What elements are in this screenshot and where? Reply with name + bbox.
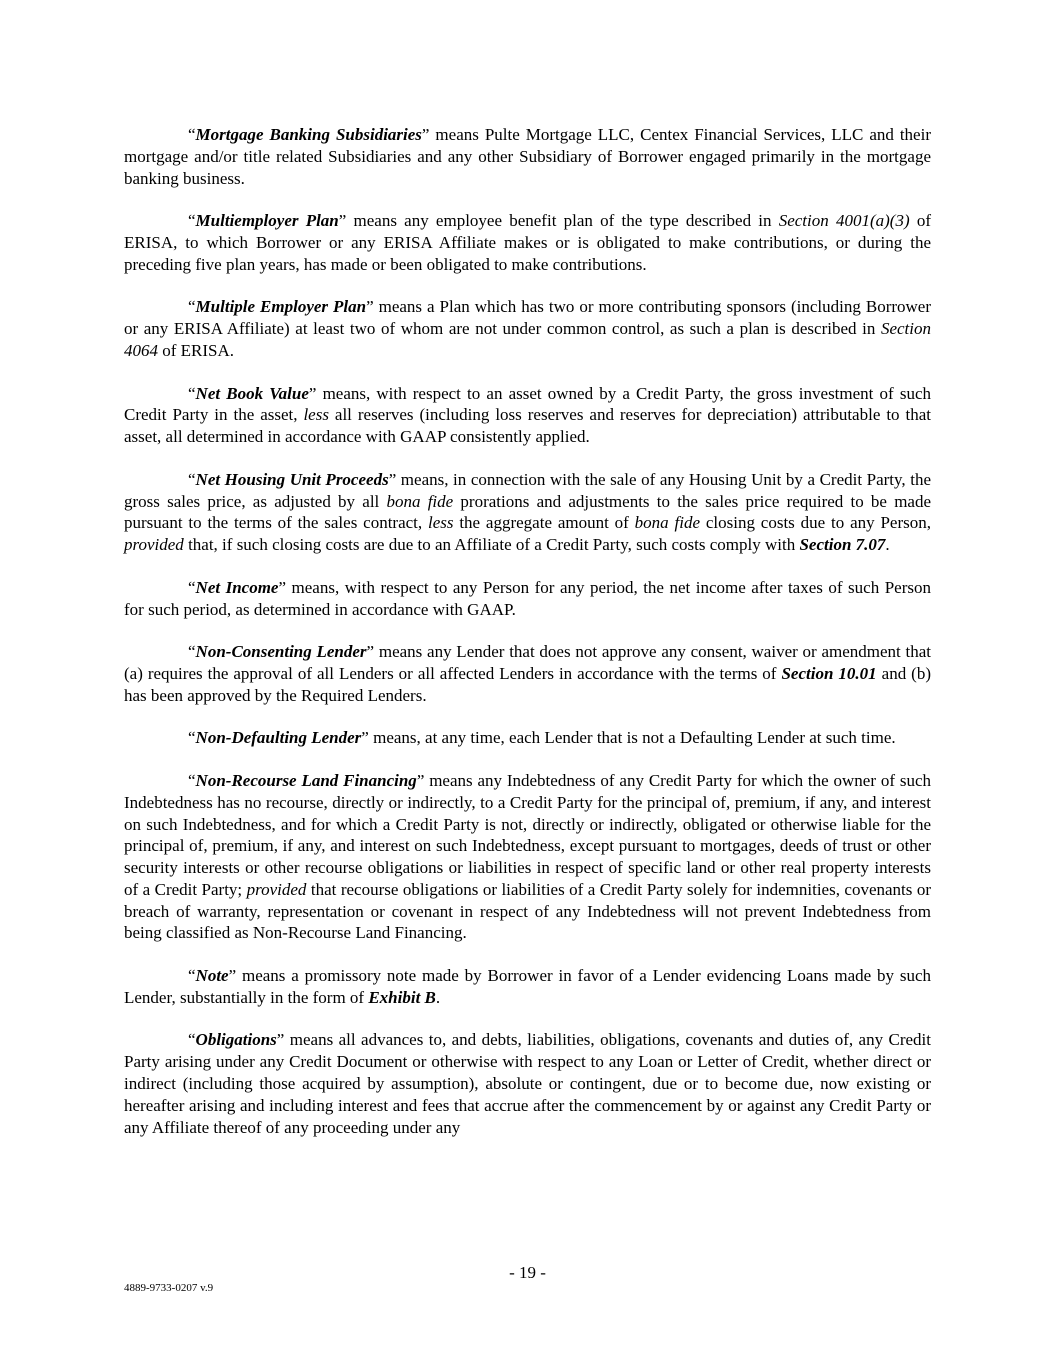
definition-text: all reserves (including loss reserves and reserves for depreciation) attributable to that asset, all determined in accordance with GAAP consistently applied. [124,405,931,447]
defined-term: Net Book Value [195,383,309,403]
defined-term: Mortgage Banking Subsidiaries [195,125,422,144]
definition-paragraph: “Multiemployer Plan” means any employee benefit plan of the type described in Section 4001(a)(3) of ERISA, to which Borrower or any ERISA Affiliate makes or is obligated to make contributions, or during the preceding five plan years, has made or been obligated to make contributions. [124,211,931,274]
definition-text: ” means, in connection with the sale of any Housing Unit by a Credit Party, the gross sales price, as adjusted by all [124,469,931,511]
definition-text: ” means any Indebtedness of any Credit Party for which the owner of such Indebtedness has no recourse, directly or indirectly, to a Credit Party for the principal of, premium, if any, and interest on such Indebtedness, and for which a Credit Party is not, directly or indirectly, obligated or otherwise liable for the principal of, premium, if any, and interest on such Indebtedness, except pursuant to mortgages, deeds of trust or other security interests or other recourse obligations or liabilities in respect of specific land or other real property interests of a Credit Party; [124,770,931,899]
defined-term: Net Housing Unit Proceeds [195,469,389,489]
italic-text: Section 4064 [124,319,931,360]
italic-text: less [303,405,329,425]
italic-text: bona fide [634,513,701,533]
defined-term: Multiple Employer Plan [195,297,367,317]
definition-text: . [435,987,441,1007]
definition-paragraph: “Mortgage Banking Subsidiaries” means Pulte Mortgage LLC, Centex Financial Services, LLC and their mortgage and/or title related Subsidiaries and any other Subsidiary of Borrower engaged primarily in the mortgage banking business. [124,125,931,188]
cross-reference: Section 7.07 [799,535,886,555]
definition-paragraph: “Note” means a promissory note made by Borrower in favor of a Lender evidencing Loans made by such Lender, substantially in the form of Exhibit B. [124,966,931,1007]
defined-term: Non-Defaulting Lender [195,728,362,748]
definition-text: of ERISA. [158,340,235,360]
definition-text: ” means, with respect to an asset owned by a Credit Party, the gross investment of such Credit Party in the asset, [124,383,931,425]
italic-text: provided [246,879,307,899]
definition-text: ” means, at any time, each Lender that is not a Defaulting Lender at such time. [361,728,896,748]
cross-reference: Section 10.01 [781,663,877,683]
definition-paragraph: “Net Income” means, with respect to any Person for any period, the net income after taxes of such Person for such period, as determined in accordance with GAAP. [124,577,931,619]
definition-text: that, if such closing costs are due to an Affiliate of a Credit Party, such costs comply with [183,535,800,555]
definition-text: and (b) has been approved by the Required Lenders. [124,663,931,705]
definition-text: ” means any Lender that does not approve any consent, waiver or amendment that (a) requires the approval of all Lenders or all affected Lenders in accordance with the terms of [124,642,931,683]
definition-paragraph: “Non-Consenting Lender” means any Lender that does not approve any consent, waiver or amendment that (a) requires the approval of all Lenders or all affected Lenders in accordance with the terms of Section 10.01 and (b) has been approved by the Required Lenders. [124,642,931,705]
definition-text: prorations and adjustments to the sales price required to be made pursuant to the terms of the sales contract, [124,491,932,533]
definition-paragraph: “Obligations” means all advances to, and debts, liabilities, obligations, covenants and duties of, any Credit Party arising under any Credit Document or otherwise with respect to any Loan or Letter of Credit, whether direct or indirect (including those acquired by assumption), absolute or contingent, due or to become due, now existing or hereafter arising and including interest and fees that accrue after the commencement by or against any Credit Party or any Affiliate thereof of any proceeding under any [124,1030,931,1137]
definition-text: . [885,535,890,555]
document-body [124,124,931,1159]
defined-term: Multiemployer Plan [195,211,339,231]
definition-paragraph: “Non-Defaulting Lender” means, at any time, each Lender that is not a Defaulting Lender at such time. [188,728,896,748]
definition-text: that recourse obligations or liabilities of a Credit Party solely for indemnities, covenants or breach of warranty, representation or covenant in respect of any Indebtedness will not prevent Indebtedness from being classified as Non-Recourse Land Financing. [124,879,931,943]
definition-paragraph: “Non-Recourse Land Financing” means any Indebtedness of any Credit Party for which the owner of such Indebtedness has no recourse, directly or indirectly, to a Credit Party for the principal of, premium, if any, and interest on such Indebtedness, and for which a Credit Party is not, directly or indirectly, obligated or otherwise liable for the principal of, premium, if any, and interest on such Indebtedness, except pursuant to mortgages, deeds of trust or other security interests or other recourse obligations or liabilities in respect of specific land or other real property interests of a Credit Party; provided that recourse obligations or liabilities of a Credit Party solely for indemnities, covenants or breach of warranty, representation or covenant in respect of any Indebtedness will not prevent Indebtedness from being classified as Non-Recourse Land Financing. [124,770,931,943]
definition-text: ” means Pulte Mortgage LLC, Centex Financial Services, LLC and their mortgage and/or title related Subsidiaries and any other Subsidiary of Borrower engaged primarily in the mortgage banking business. [124,125,931,188]
defined-term: Non-Consenting Lender [195,642,367,662]
definition-paragraph: “Net Housing Unit Proceeds” means, in connection with the sale of any Housing Unit by a Credit Party, the gross sales price, as adjusted by all bona fide prorations and adjustments to the sales price required to be made pursuant to the terms of the sales contract, less the aggregate amount of bona fide closing costs due to any Person, provided that, if such closing costs are due to an Affiliate of a Credit Party, such costs comply with Section 7.07. [124,469,932,555]
italic-text: less [427,513,454,533]
definition-text: closing costs due to any Person, [700,513,931,533]
definition-text: ” means a promissory note made by Borrower in favor of a Lender evidencing Loans made by such Lender, substantially in the form of [124,966,931,1007]
document-id: 4889-9733-0207 v.9 [124,1282,214,1294]
italic-text: provided [124,535,184,555]
italic-text: bona fide [386,491,454,511]
italic-text: Section 4001(a)(3) [778,211,910,231]
definition-text: ” means any employee benefit plan of the type described in [338,211,779,231]
defined-term: Non-Recourse Land Financing [195,770,417,790]
defined-term: Obligations [195,1030,277,1050]
definition-text: of ERISA, to which Borrower or any ERISA Affiliate makes or is obligated to make contributions, or during the preceding five plan years, has made or been obligated to make contributions. [124,211,931,274]
defined-term: Note [195,966,229,986]
definition-text: the aggregate amount of [453,513,635,533]
definition-text: ” means a Plan which has two or more contributing sponsors (including Borrower or any ERISA Affiliate) at least two of whom are not under common control, as such a plan is described in [124,297,932,339]
cross-reference: Exhibit B [368,987,436,1007]
defined-term: Net Income [195,577,279,597]
definition-paragraph: “Multiple Employer Plan” means a Plan which has two or more contributing sponsors (including Borrower or any ERISA Affiliate) at least two of whom are not under common control, as such a plan is described in Section 4064 of ERISA. [124,297,932,360]
definition-text: ” means, with respect to any Person for any period, the net income after taxes of such Person for such period, as determined in accordance with GAAP. [124,577,931,619]
definition-paragraph: “Net Book Value” means, with respect to an asset owned by a Credit Party, the gross investment of such Credit Party in the asset, less all reserves (including loss reserves and reserves for depreciation) attributable to that asset, all determined in accordance with GAAP consistently applied. [124,383,931,447]
definition-text: ” means all advances to, and debts, liabilities, obligations, covenants and duties of, any Credit Party arising under any Credit Document or otherwise with respect to any Loan or Letter of Credit, whether direct or indirect (including those acquired by assumption), absolute or contingent, due or to become due, now existing or hereafter arising and including interest and fees that accrue after the commencement by or against any Credit Party or any Affiliate thereof of any proceeding under any [124,1030,931,1137]
page-number: - 19 - [509,1263,546,1282]
